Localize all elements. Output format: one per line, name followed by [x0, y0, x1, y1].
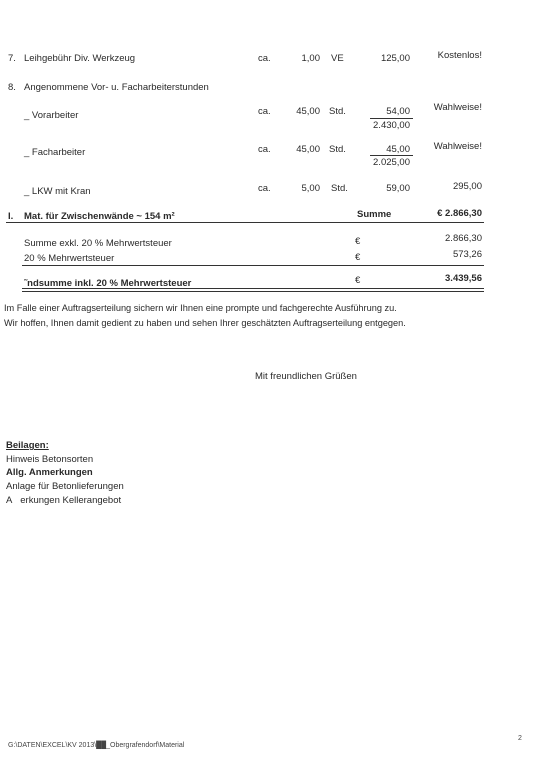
price-underline	[370, 118, 413, 119]
attachment-item: A erkungen Kellerangebot	[6, 495, 122, 506]
row-price: 125,00	[380, 53, 410, 64]
gross-currency: €	[355, 275, 361, 286]
row-quantity: 45,00	[296, 144, 320, 155]
section-divider	[6, 222, 484, 223]
gross-value: 3.439,56	[445, 273, 482, 284]
sum-value: € 2.866,30	[437, 208, 482, 219]
row-unit: Std.	[329, 144, 346, 155]
section-title: Mat. für Zwischenwände ~ 154 m²	[24, 211, 175, 222]
page-number: 2	[518, 735, 522, 742]
gross-double-underline-1	[22, 288, 484, 289]
row-subtotal: 2.430,00	[373, 120, 410, 131]
row-quantity: 45,00	[296, 106, 320, 117]
footer-path: G:\DATEN\EXCEL\KV 2013\██_Obergrafendorf\Material	[8, 742, 185, 749]
net-currency: €	[355, 236, 361, 247]
row-description: _ Facharbeiter	[24, 147, 86, 158]
attachment-item: Allg. Anmerkungen	[6, 467, 93, 478]
row-unit: Std.	[329, 106, 346, 117]
vat-divider	[22, 265, 484, 266]
greeting: Mit freundlichen Grüßen	[255, 371, 357, 382]
row-price: 45,00	[386, 144, 410, 155]
row-number: 8.	[8, 82, 16, 93]
attachment-item: Hinweis Betonsorten	[6, 454, 94, 465]
row-ca: ca.	[258, 106, 271, 117]
row-total: Wahlweise!	[433, 141, 482, 152]
sum-label: Summe	[357, 209, 392, 220]
row-ca: ca.	[258, 53, 271, 64]
row-total: Kostenlos!	[437, 50, 482, 61]
row-total: Wahlweise!	[433, 102, 482, 113]
row-description: Leihgebühr Div. Werkzeug	[24, 53, 136, 64]
row-price: 59,00	[386, 183, 410, 194]
body-text-line-1: Im Falle einer Auftragserteilung sichern wir Ihnen eine prompte und fachgerechte Ausführung zu.	[4, 303, 397, 313]
vat-currency: €	[355, 252, 361, 263]
row-quantity: 1,00	[301, 53, 320, 64]
row-description: _ Vorarbeiter	[24, 110, 79, 121]
row-description: Angenommene Vor- u. Facharbeiterstunden	[24, 82, 209, 93]
row-unit: Std.	[331, 183, 348, 194]
vat-value: 573,26	[452, 249, 482, 260]
gross-double-underline-2	[22, 291, 484, 292]
row-description: _ LKW mit Kran	[24, 186, 91, 197]
row-unit: VE	[331, 53, 344, 64]
price-underline	[370, 155, 413, 156]
row-price: 54,00	[386, 106, 410, 117]
attachment-item: Anlage für Betonlieferungen	[6, 481, 124, 492]
row-ca: ca.	[258, 144, 271, 155]
body-text-line-2: Wir hoffen, Ihnen damit gedient zu haben und sehen Ihrer geschätzten Auftragserteilung entgegen.	[4, 318, 406, 328]
row-total: 295,00	[452, 181, 482, 192]
net-value: 2.866,30	[445, 233, 482, 244]
row-ca: ca.	[258, 183, 271, 194]
gross-label: ˜ndsumme inkl. 20 % Mehrwertsteuer	[24, 278, 192, 289]
row-subtotal: 2.025,00	[373, 157, 410, 168]
net-label: Summe exkl. 20 % Mehrwertsteuer	[24, 238, 172, 249]
row-quantity: 5,00	[301, 183, 320, 194]
section-number: I.	[8, 211, 14, 222]
row-number: 7.	[8, 53, 16, 64]
attachments-heading: Beilagen:	[6, 440, 49, 451]
vat-label: 20 % Mehrwertsteuer	[24, 253, 115, 264]
